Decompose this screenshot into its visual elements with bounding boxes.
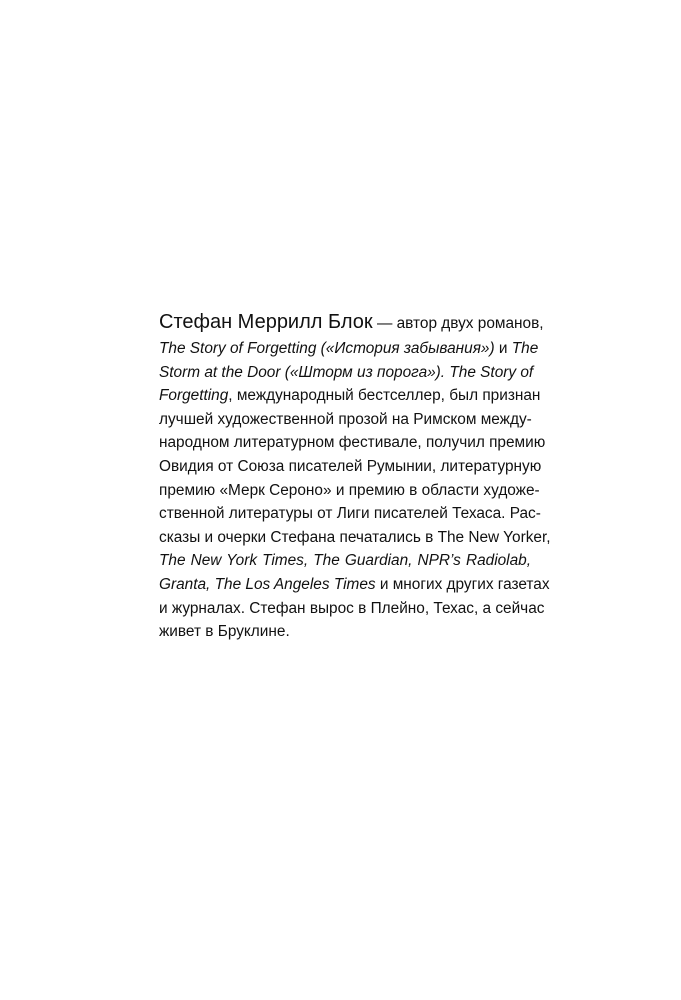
bio-text: премию «Мерк Сероно» и премию в области художе- — [159, 481, 540, 499]
bio-line — [159, 620, 531, 644]
bio-line — [159, 431, 546, 455]
book-title: Storm at the Door («Шторм из порога»). The Story of — [159, 363, 534, 381]
bio-line — [159, 384, 541, 408]
publication-names: Granta, The Los Angeles Times — [159, 575, 376, 593]
bio-text: сказы и очерки Стефана печатались в The New Yorker, — [159, 528, 551, 546]
author-name: Стефан Меррилл Блок — [159, 311, 373, 333]
bio-line — [159, 455, 542, 479]
bio-text: и многих других газетах — [375, 575, 550, 593]
bio-text: ственной литературы от Лиги писателей Техаса. Рас- — [159, 505, 541, 523]
bio-line — [159, 361, 534, 385]
bio-text: — автор двух романов, — [372, 315, 544, 332]
bio-line — [159, 549, 531, 573]
bio-line — [159, 526, 551, 550]
bio-text: и — [494, 340, 512, 357]
bio-text: живет в Бруклине. — [159, 623, 290, 641]
publication-names: The New York Times, The Guardian, NPR’s Radiolab, — [159, 552, 531, 570]
bio-text: , международный бестселлер, был признан — [228, 387, 541, 405]
bio-line — [159, 307, 544, 337]
bio-text: лучшей художественной прозой на Римском между- — [159, 410, 532, 428]
bio-line — [159, 408, 531, 432]
bio-text: народном литературном фестивале, получил премию — [159, 434, 546, 452]
book-title: The — [511, 340, 539, 357]
bio-line — [159, 573, 550, 597]
book-title: The Story of Forgetting («История забывания») — [159, 340, 495, 357]
bio-line — [159, 502, 541, 526]
bio-text: Овидия от Союза писателей Румынии, литературную — [159, 457, 542, 475]
bio-line — [159, 337, 539, 361]
bio-line — [159, 597, 545, 621]
bio-text: и журналах. Стефан вырос в Плейно, Техас, а сейчас — [159, 599, 545, 617]
bio-line — [159, 479, 540, 503]
book-title: Forgetting — [159, 387, 229, 405]
author-bio — [159, 307, 551, 644]
